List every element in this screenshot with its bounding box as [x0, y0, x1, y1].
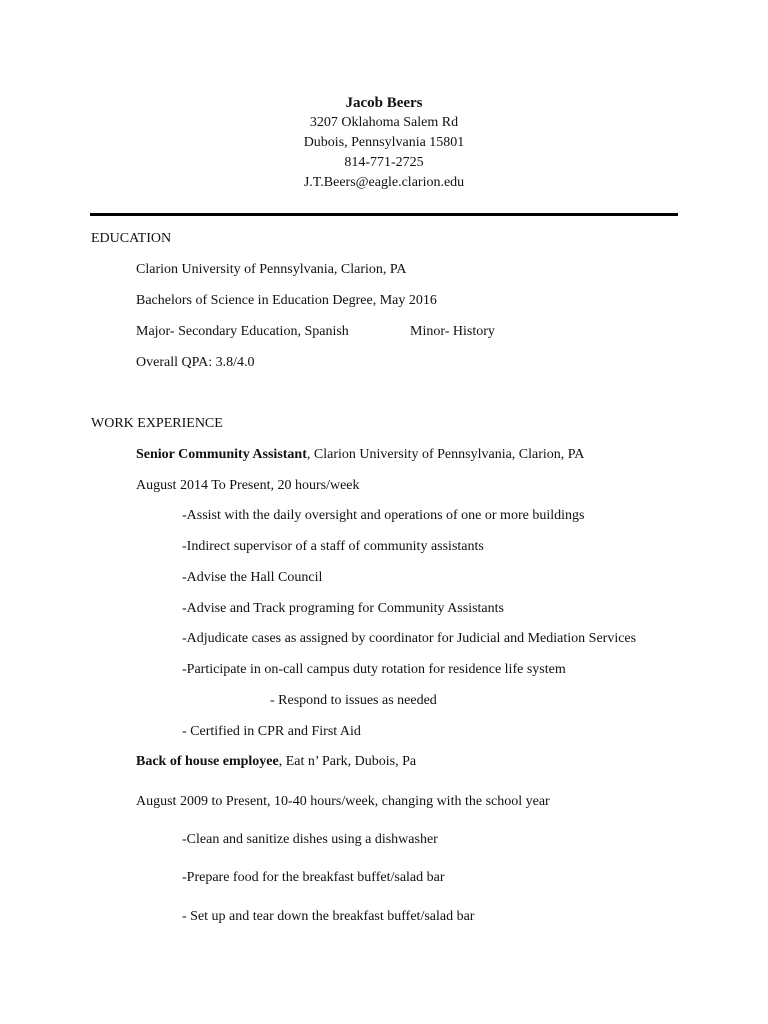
header-divider — [90, 213, 678, 216]
education-school: Clarion University of Pennsylvania, Clarion, PA — [136, 262, 407, 277]
city-state-zip: Dubois, Pennsylvania 15801 — [303, 135, 465, 150]
job-1-extra-duty: - Certified in CPR and First Aid — [182, 724, 361, 739]
job-2-duty: -Clean and sanitize dishes using a dishwasher — [182, 832, 438, 847]
job-2-header — [136, 753, 416, 771]
job-1-dates: August 2014 To Present, 20 hours/week — [136, 478, 360, 493]
job-2-employer: , Eat n’ Park, Dubois, Pa — [278, 754, 417, 769]
education-major: Major- Secondary Education, Spanish — [136, 324, 349, 339]
job-1-duty: -Advise the Hall Council — [182, 570, 323, 585]
street-address: 3207 Oklahoma Salem Rd — [309, 115, 459, 130]
job-2-duty: - Set up and tear down the breakfast buffet/salad bar — [182, 909, 475, 924]
job-2-dates: August 2009 to Present, 10-40 hours/week, changing with the school year — [136, 794, 550, 809]
education-heading: EDUCATION — [91, 231, 172, 246]
job-1-title: Senior Community Assistant — [136, 447, 307, 462]
education-minor: Minor- History — [410, 324, 495, 339]
applicant-name: Jacob Beers — [345, 95, 423, 111]
job-1-header — [136, 446, 584, 464]
job-1-employer: , Clarion University of Pennsylvania, Clarion, PA — [306, 447, 585, 462]
job-2-title: Back of house employee — [136, 754, 279, 769]
job-1-sub-duty: - Respond to issues as needed — [270, 693, 437, 708]
job-1-duty: -Assist with the daily oversight and operations of one or more buildings — [182, 508, 585, 523]
phone-number: 814-771-2725 — [344, 155, 424, 170]
email-address: J.T.Beers@eagle.clarion.edu — [303, 175, 465, 190]
job-1-duty: -Indirect supervisor of a staff of community assistants — [182, 539, 484, 554]
contact-header — [0, 93, 768, 193]
job-2-duty: -Prepare food for the breakfast buffet/salad bar — [182, 870, 445, 885]
work-experience-heading: WORK EXPERIENCE — [91, 416, 223, 431]
job-1-duty: -Adjudicate cases as assigned by coordinator for Judicial and Mediation Services — [182, 631, 637, 646]
education-qpa: Overall QPA: 3.8/4.0 — [136, 355, 255, 370]
education-degree: Bachelors of Science in Education Degree, May 2016 — [136, 293, 437, 308]
job-1-duty: -Participate in on-call campus duty rotation for residence life system — [182, 662, 566, 677]
job-1-duty: -Advise and Track programing for Community Assistants — [182, 601, 504, 616]
